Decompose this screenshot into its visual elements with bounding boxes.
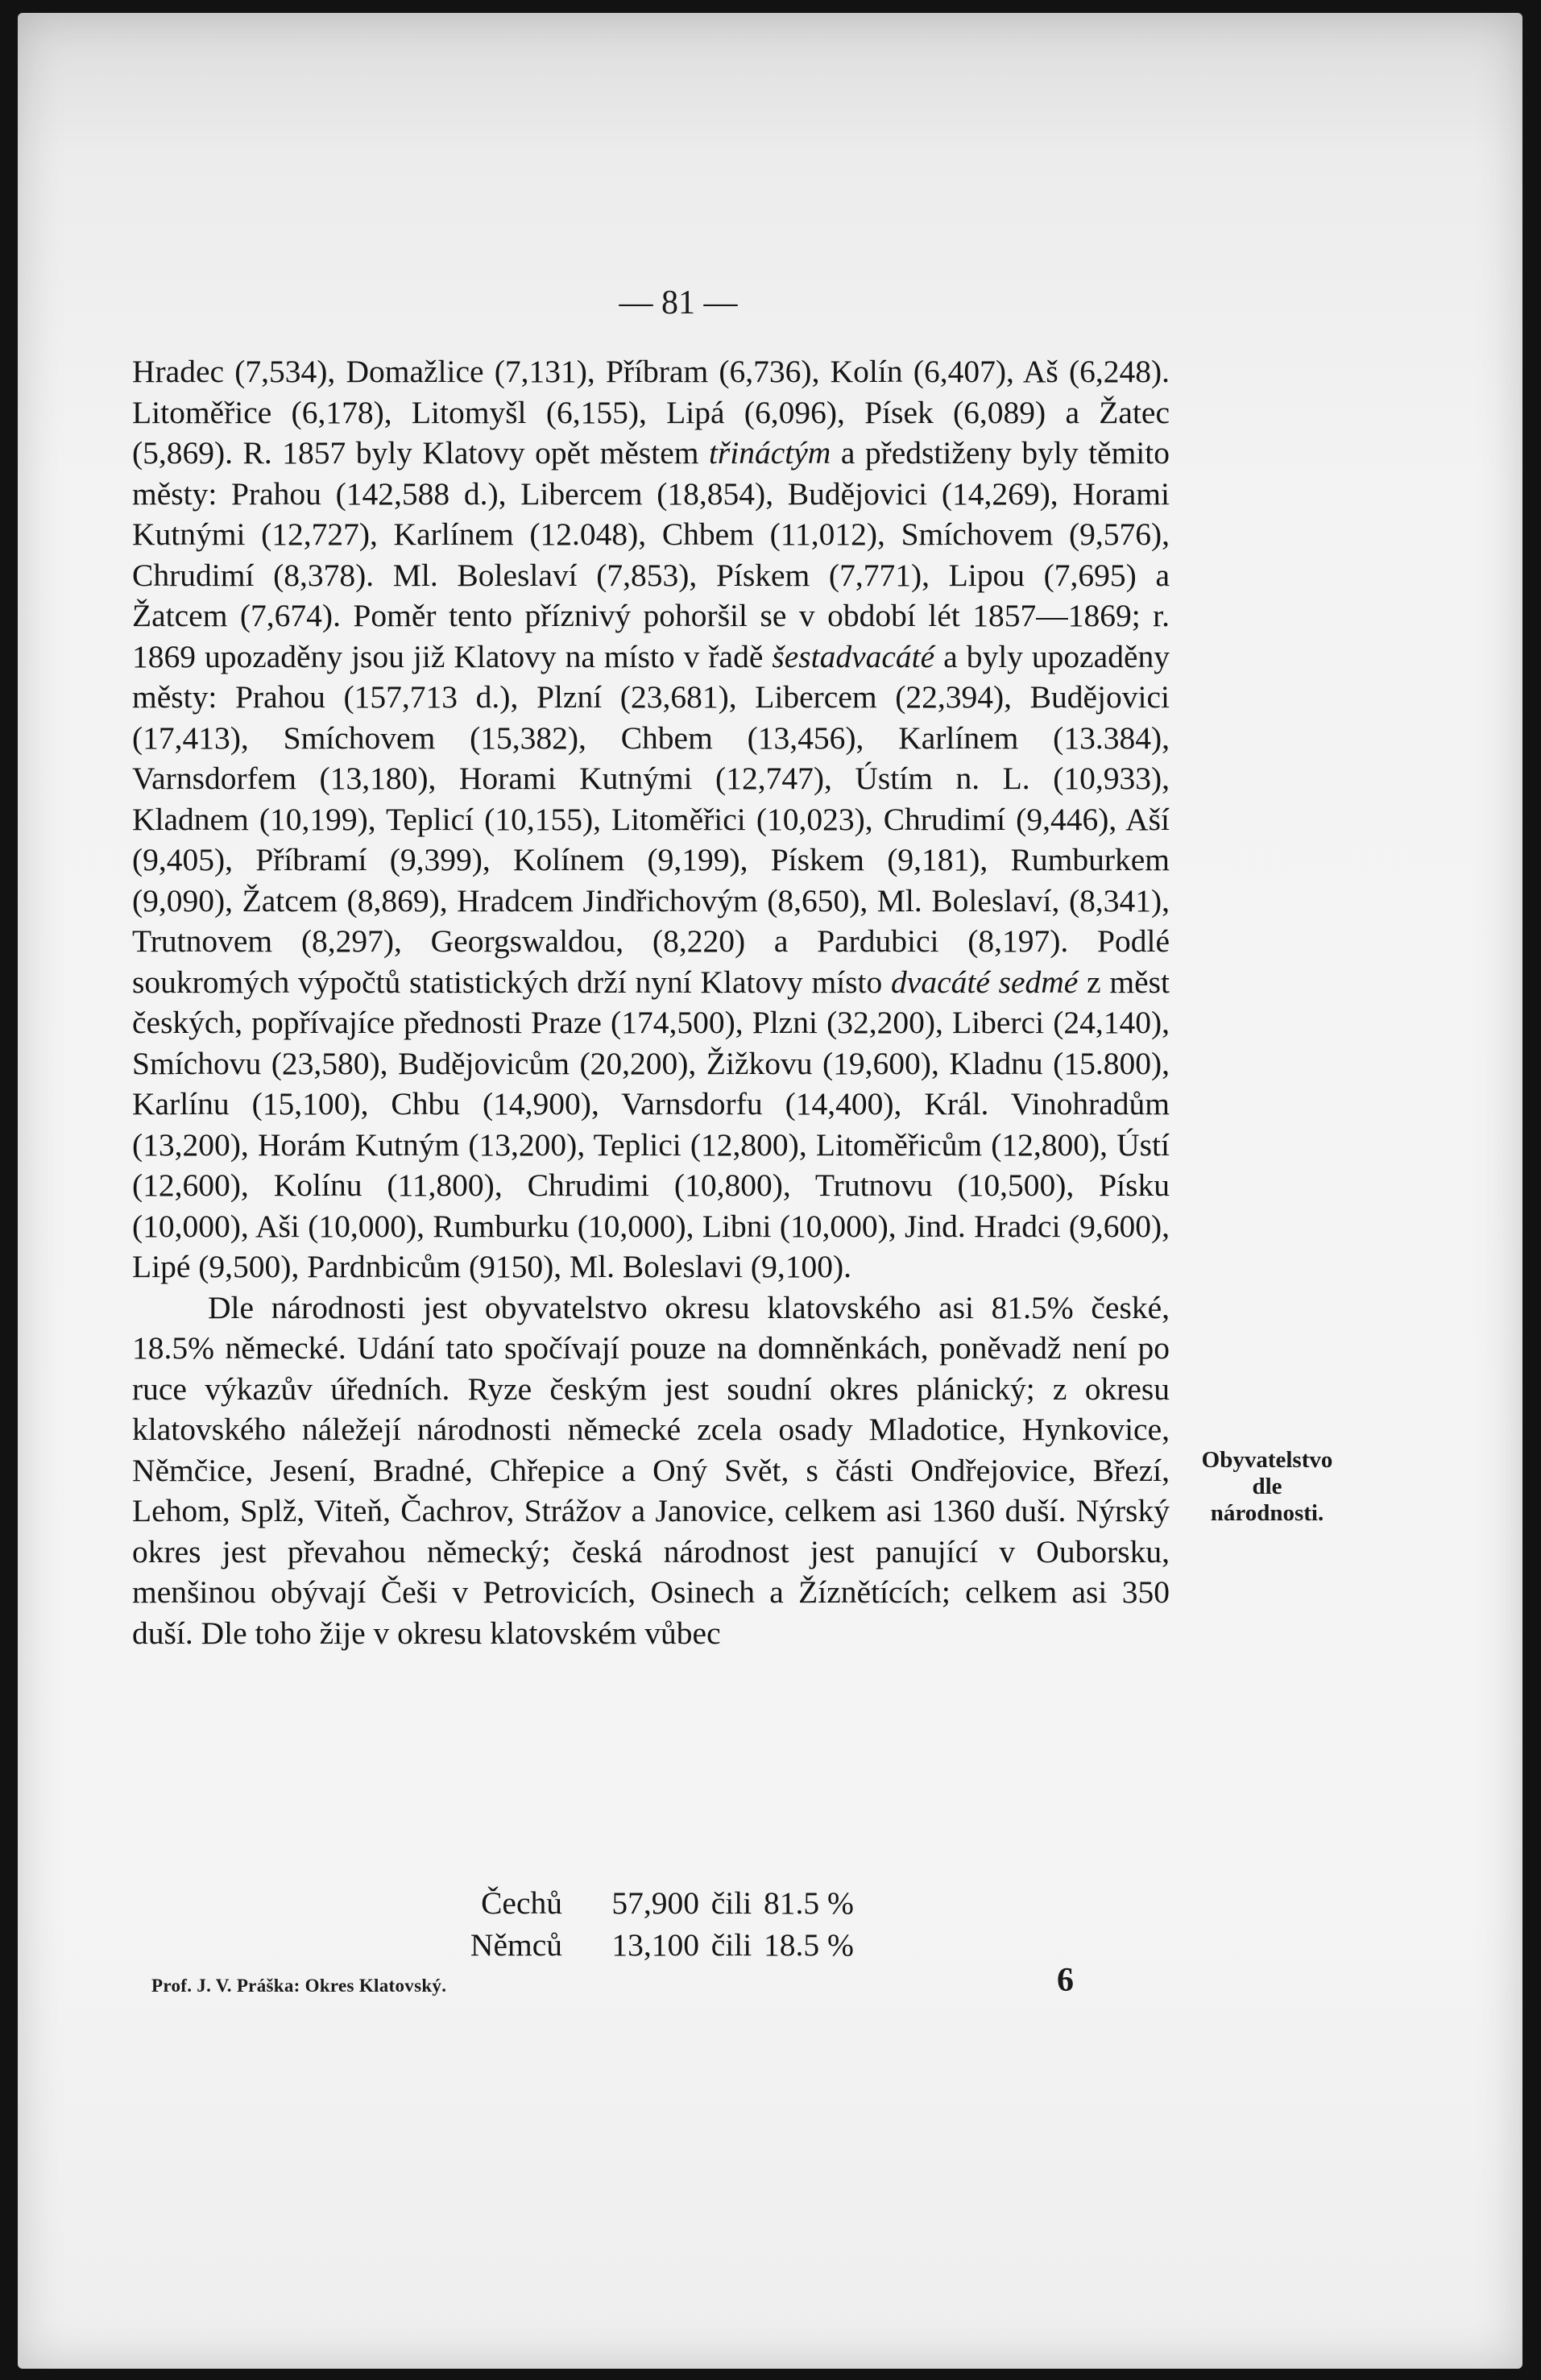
margin-note	[1178, 1447, 1357, 1527]
stat-percent: 81.5 %	[764, 1885, 854, 1921]
text-run: a byly upozaděny městy: Prahou (157,713 d.), Plzní (23,681), Libercem (22,394), Budějovici (17,413), Smíchovem (15,382), Chbem (13,456), Karlínem (13.384), Varnsdorfem (13,180), Horami Kutnými (12,747), Ústím n. L. (10,933), Kladnem (10,199), Teplicí (10,155), Litoměřici (10,023), Chrudimí (9,446), Aší (9,405), Příbramí (9,399), Kolínem (9,199), Pískem (9,181), Rumburkem (9,090), Žatcem (8,869), Hradcem Jindřichovým (8,650), Ml. Boleslaví, (8,341), Trutnovem (8,297), Georgswaldou, (8,220) a Pardubici (8,197). Podlé soukromých výpočtů statistických drží nyní Klatovy místo	[132, 638, 1170, 1000]
text-run: Hradec (7,534), Domažlice (7,131), Příbram (6,736), Kolín (6,407), Aš (6,248). Litoměřice (6,178), Litomyšl (6,155), Lipá (6,096), Písek (6,089) a Žatec (5,869). R. 1857 byly Klatovy opět městem	[132, 354, 1170, 471]
italic-text: třináctým	[708, 435, 831, 471]
stat-connector: čili	[710, 1927, 752, 1963]
text-run: a předstiženy byly těmito městy: Prahou (142,588 d.), Libercem (18,854), Budějovici (14,269), Horami Kutnými (12,727), Karlínem (12.048), Chbem (11,012), Smíchovem (9,576), Chrudimí (8,378). Ml. Boleslaví (7,853), Pískem (7,771), Lipou (7,695) a Žatcem (7,674). Poměr tento příznivý pohoršil se v období lét 1857—1869; r. 1869 upozaděny jsou již Klatovy na místo v řadě	[132, 435, 1170, 674]
margin-note-line: Obyvatelstvo	[1201, 1447, 1333, 1473]
paragraph	[132, 1287, 1170, 1654]
stat-label: Němců	[470, 1927, 562, 1963]
italic-text: dvacáté sedmé	[891, 964, 1079, 1000]
margin-note-line: dle	[1252, 1474, 1282, 1499]
text-run: Dle národnosti jest obyvatelstvo okresu klatovského asi 81.5% české, 18.5% německé. Udání tato spočívají pouze na domněnkách, poněvadž není po ruce výkazův úředních. Ryze českým jest soudní okres plánický; z okresu klatovského náležejí národnosti německé zcela osady Mladotice, Hynkovice, Němčice, Jesení, Bradné, Chřepice a Oný Svět, s části Ondřejovice, Březí, Lehom, Splž, Viteň, Čachrov, Strážov a Janovice, celkem asi 1360 duší. Nýrský okres jest převahou německý; česká národnost jest panující v Ouborsku, menšinou obývají Češi v Petrovicích, Osinech a Žíznětících; celkem asi 350 duší. Dle toho žije v okresu klatovském vůbec	[132, 1289, 1170, 1651]
page-number: — 81 —	[619, 284, 738, 321]
stat-percent: 18.5 %	[764, 1927, 854, 1963]
sheet-number: 6	[1057, 1962, 1074, 1999]
stat-row-german	[453, 1924, 933, 1966]
stat-row-czech	[453, 1882, 933, 1924]
margin-note-line: národnosti.	[1210, 1500, 1324, 1526]
stat-label: Čechů	[481, 1885, 562, 1921]
stat-value: 57,900	[611, 1885, 699, 1921]
book-page	[18, 13, 1522, 2369]
text-run: z měst českých, popřívajíce přednosti Praze (174,500), Plzni (32,200), Liberci (24,140), Smíchovu (23,580), Budějovicům (20,200), Žižkovu (19,600), Kladnu (15.800), Karlínu (15,100), Chbu (14,900), Varnsdorfu (14,400), Král. Vinohradům (13,200), Horám Kutným (13,200), Teplici (12,800), Litoměřicům (12,800), Ústí (12,600), Kolínu (11,800), Chrudimi (10,800), Trutnovu (10,500), Písku (10,000), Aši (10,000), Rumburku (10,000), Libni (10,000), Jind. Hradci (9,600), Lipé (9,500), Pardnbicům (9150), Ml. Boleslavi (9,100).	[132, 964, 1170, 1284]
italic-text: šestadvacáté	[772, 638, 935, 674]
body-text	[132, 351, 1170, 1653]
stat-connector: čili	[710, 1885, 752, 1921]
population-stats	[453, 1882, 933, 1966]
footer-credit: Prof. J. V. Práška: Okres Klatovský.	[151, 1976, 447, 1996]
paragraph	[132, 351, 1170, 1287]
stat-value: 13,100	[611, 1927, 699, 1963]
